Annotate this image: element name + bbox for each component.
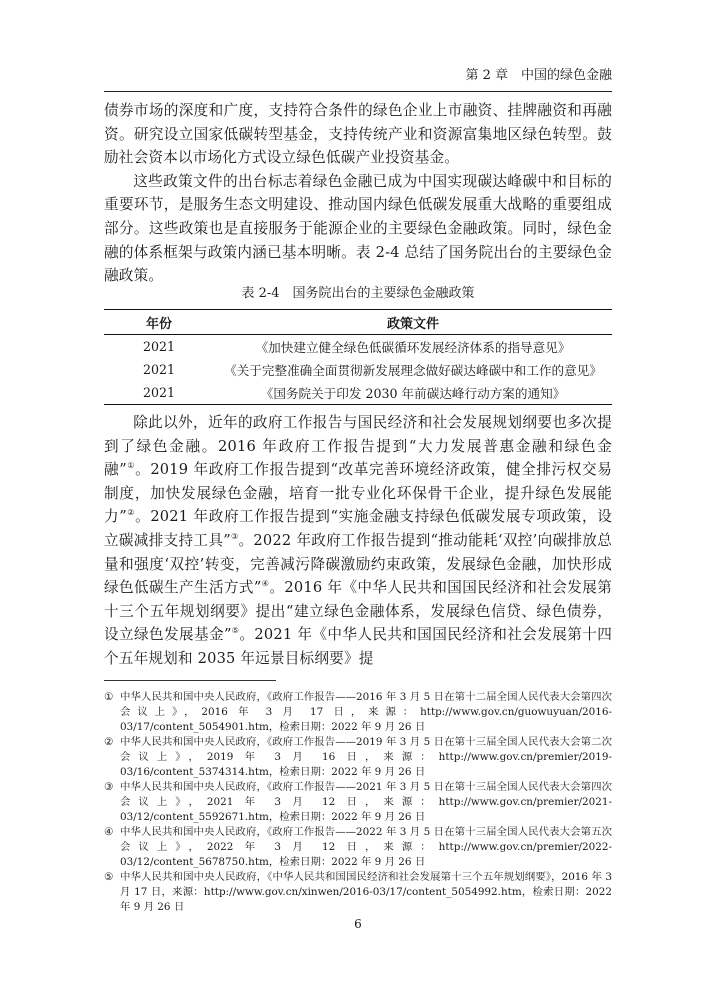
- page-number: 6: [354, 917, 362, 931]
- footnote-text: 中华人民共和国中央人民政府，《政府工作报告——2019 年 3 月 5 日在第十三届全国人民代表大会第二次会议上》，2019 年 3 月 16 日，来源：http://www.gov.cn/premier/2019-03/16/content_5374314.htm，检索日期：2022 年 9 月 26 日: [120, 736, 612, 778]
- text-segment: 。2021 年《中华人民共和国国民经济和社会发展第十四个五年规划和 2035 年远景目标纲要》提: [104, 626, 613, 667]
- cell-year: 2021: [104, 381, 214, 405]
- cell-policy: 《加快建立健全绿色低碳循环发展经济体系的指导意见》: [255, 340, 571, 355]
- footnote-item: [104, 780, 612, 825]
- footnote-ref[interactable]: ③: [230, 531, 239, 541]
- footnote-mark: ④: [104, 826, 114, 838]
- footnote-item: [104, 690, 612, 735]
- table-row: [104, 381, 612, 405]
- footnote-item: [104, 870, 612, 915]
- footnote-text: 中华人民共和国中央人民政府，《政府工作报告——2016 年 3 月 5 日在第十二届全国人民代表大会第四次会议上》，2016 年 3 月 17 日，来源：http://www.gov.cn/guowuyuan/2016-03/17/content_5054901.htm，检索日期：2022 年 9 月 26 日: [120, 691, 612, 733]
- footnote-mark: ⑤: [104, 871, 114, 883]
- text-segment: 。2019 年政府工作报告提到“改革完善环境经济政策，健全排污权交易制度，加快发展绿色金融，培育一批专业化环保骨干企业，提升绿色发展能力”: [104, 461, 612, 526]
- text-segment: 除此以外，近年的政府工作报告与国民经济和社会发展规划纲要也多次提到了绿色金融。2016 年政府工作报告提到“大力发展普惠金融和绿色金融”: [104, 414, 612, 479]
- header-rule: [104, 91, 612, 92]
- paragraph-continued: 债券市场的深度和广度，支持符合条件的绿色企业上市融资、挂牌融资和再融资。研究设立国家低碳转型基金，支持传统产业和资源富集地区绿色转型。鼓励社会资本以市场化方式设立绿色低碳产业投资基金。: [104, 102, 612, 167]
- body-top: [104, 99, 612, 288]
- body-main: [104, 411, 612, 671]
- footnote-ref[interactable]: ⑤: [231, 626, 240, 636]
- footnote-item: [104, 735, 612, 780]
- table-caption: 表 2-4 国务院出台的主要绿色金融政策: [241, 286, 475, 301]
- header-year: 年份: [104, 310, 214, 335]
- footnote-text: 中华人民共和国中央人民政府，《中华人民共和国国民经济和社会发展第十三个五年规划纲要》，2016 年 3 月 17 日，来源：http://www.gov.cn/xinwen/2016-03/17/content_5054992.htm，检索日期：2022 年 9 月 26 日: [120, 871, 612, 913]
- footnote-ref[interactable]: ②: [126, 508, 136, 518]
- footnote-ref[interactable]: ④: [261, 579, 270, 589]
- cell-policy: 《国务院关于印发 2030 年前碳达峰行动方案的通知》: [214, 381, 612, 405]
- header-policy: 政策文件: [214, 310, 612, 335]
- cell-year: 2021: [142, 339, 176, 354]
- paragraph-policy-summary: 这些政策文件的出台标志着绿色金融已成为中国实现碳达峰碳中和目标的重要环节，是服务生态文明建设、推动国内绿色低碳发展重大战略的重要组成部分。这些政策也是直接服务于能源企业的主要绿色金融政策。同时，绿色金融的体系框架与政策内涵已基本明晰。表 2-4 总结了国务院出台的主要绿色金融政策。: [104, 172, 612, 285]
- cell-year: 2021: [142, 362, 176, 377]
- footnote-rule: [104, 680, 276, 681]
- footnote-item: [104, 825, 612, 870]
- table-row: [104, 358, 612, 381]
- table-row: [104, 335, 612, 359]
- footnote-ref[interactable]: ①: [126, 461, 136, 471]
- footnote-text: 中华人民共和国中央人民政府，《政府工作报告——2022 年 3 月 5 日在第十三届全国人民代表大会第五次会议上》，2022 年 3 月 12 日，来源：http://www.gov.cn/premier/2022-03/12/content_5678750.htm，检索日期：2022 年 9 月 26 日: [120, 826, 612, 868]
- policy-table: [104, 309, 612, 405]
- text-segment: 。2022 年政府工作报告提到“推动能耗‘双控’向碳排放总量和强度‘双控’转变，完善减污降碳激励约束政策，发展绿色金融，加快形成绿色低碳生产生活方式”: [104, 531, 613, 597]
- footnote-text: 中华人民共和国中央人民政府，《政府工作报告——2021 年 3 月 5 日在第十三届全国人民代表大会第四次会议上》，2021 年 3 月 12 日，来源：http://www.gov.cn/premier/2021-03/12/content_5592671.htm，检索日期：2022 年 9 月 26 日: [120, 781, 612, 823]
- running-header: 第 2 章 中国的绿色金融: [465, 68, 612, 83]
- text-segment: 。2021 年政府工作报告提到“实施金融支持绿色低碳发展专项政策，设立碳减排支持工具”: [104, 508, 612, 549]
- text-segment: 。2016 年《中华人民共和国国民经济和社会发展第十三个五年规划纲要》提出“建立绿色金融体系，发展绿色信贷、绿色债券，设立绿色发展基金”: [104, 579, 613, 644]
- footnote-mark: ②: [104, 736, 114, 748]
- cell-policy: 《关于完整准确全面贯彻新发展理念做好碳达峰碳中和工作的意见》: [224, 363, 602, 378]
- table-header-row: [104, 310, 612, 335]
- paragraph-reports: [104, 411, 612, 671]
- footnotes: [104, 690, 612, 915]
- footnote-mark: ①: [104, 691, 114, 703]
- footnote-mark: ③: [104, 781, 114, 793]
